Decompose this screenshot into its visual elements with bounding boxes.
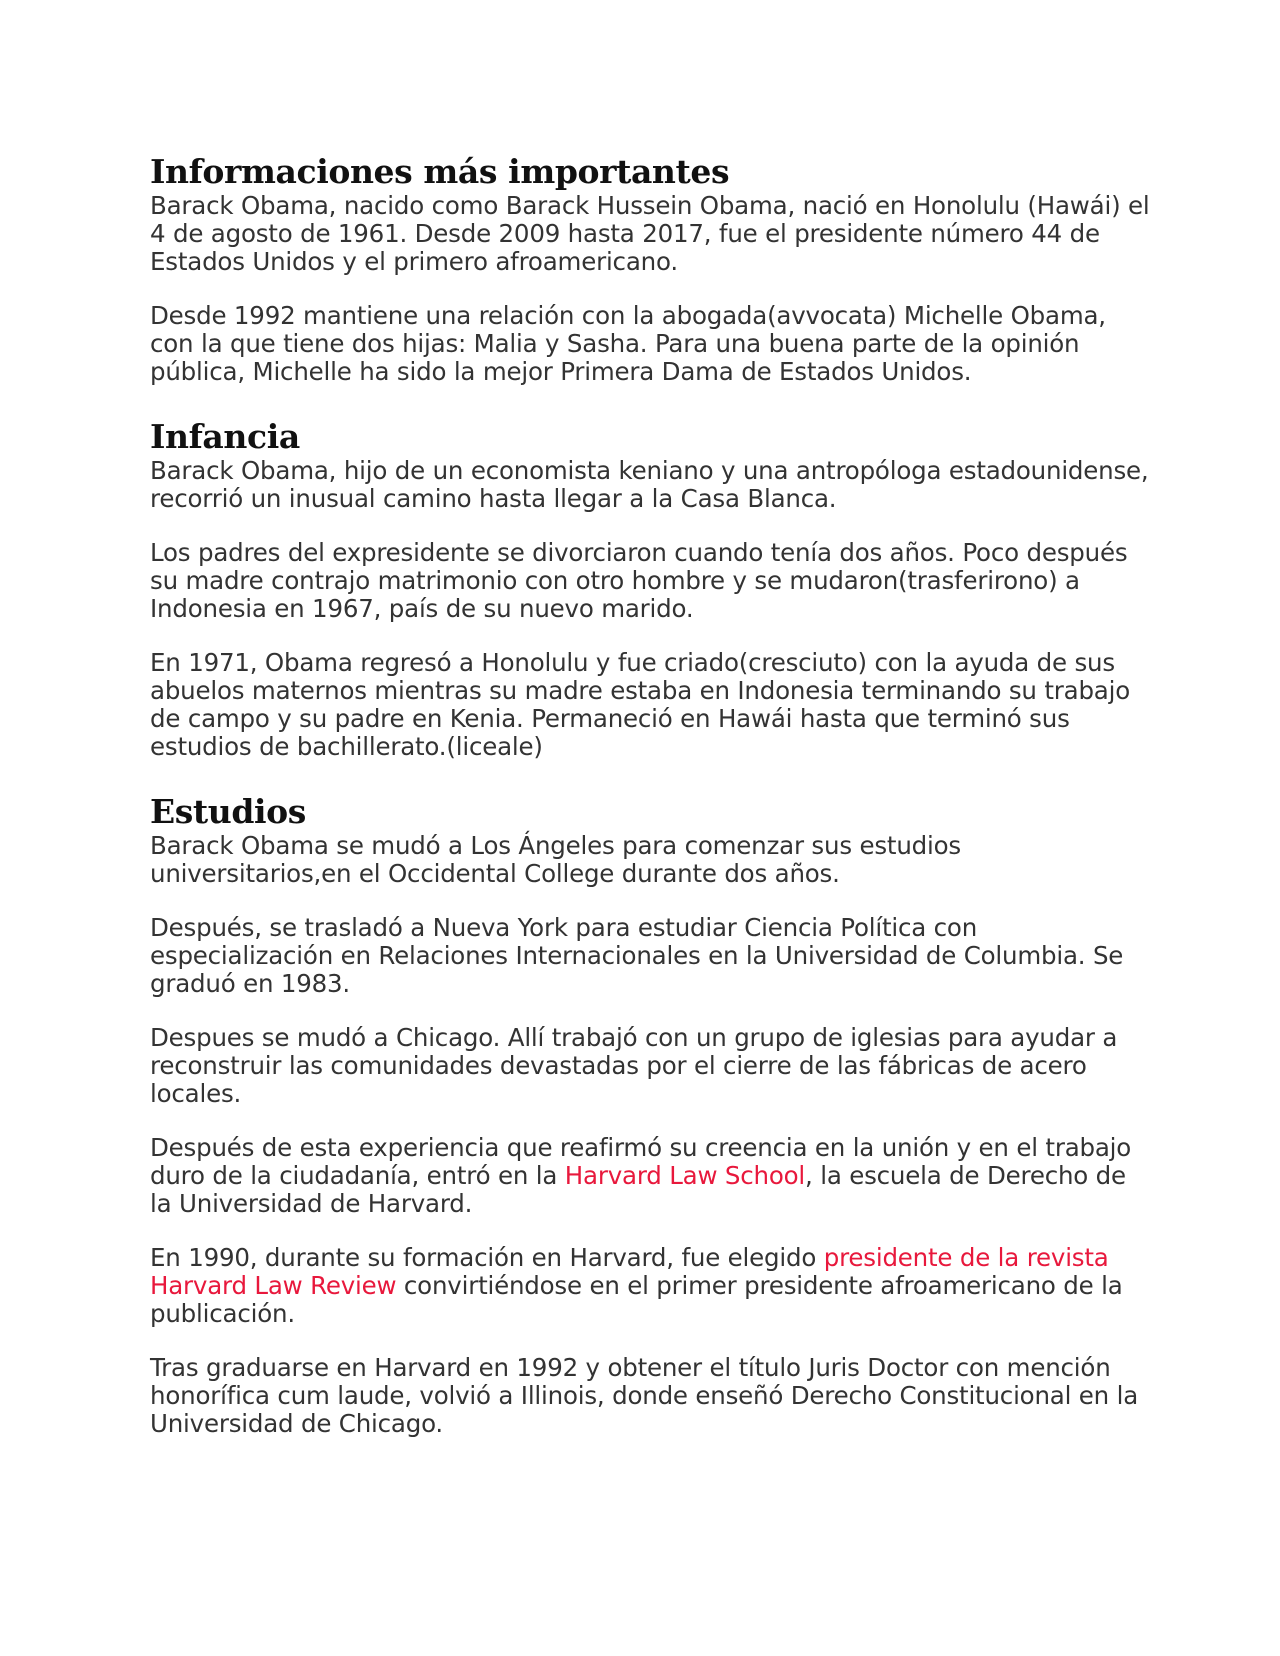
paragraph: Despues se mudó a Chicago. Allí trabajó con un grupo de iglesias para ayudar a reconstruir las comunidades devastadas por el cierre de las fábricas de acero locales.: [150, 1023, 1118, 1108]
harvard-law-school-link[interactable]: Harvard Law School: [564, 1161, 806, 1190]
text-span: En 1990, durante su formación en Harvard, fue elegido: [150, 1243, 824, 1272]
paragraph: En 1971, Obama regresó a Honolulu y fue criado(cresciuto) con la ayuda de sus abuelos maternos mientras su madre estaba en Indonesia terminando su trabajo de campo y su padre en Kenia. Permaneció en Hawái hasta que terminó sus estudios de bachillerato.(liceale): [150, 648, 1131, 761]
paragraph: Desde 1992 mantiene una relación con la abogada(avvocata) Michelle Obama, con la que tiene dos hijas: Malia y Sasha. Para una buena parte de la opinión pública, Michelle ha sido la mejor Primera Dama de Estados Unidos.: [150, 301, 1106, 386]
paragraph: Los padres del expresidente se divorciaron cuando tenía dos años. Poco después su madre contrajo matrimonio con otro hombre y se mudaron(trasferirono) a Indonesia en 1967, país de su nuevo marido.: [150, 538, 1128, 623]
section-informaciones: [150, 152, 1150, 386]
section-infancia: [150, 417, 1150, 761]
section-estudios: [150, 792, 1150, 1438]
paragraph: Tras graduarse en Harvard en 1992 y obtener el título Juris Doctor con mención honorífica cum laude, volvió a Illinois, donde enseñó Derecho Constitucional en la Universidad de Chicago.: [150, 1353, 1139, 1438]
text-span: Después de esta experiencia que reafirmó su creencia en la unión y en el trabajo duro de la ciudadanía, entró en la: [150, 1133, 1132, 1190]
paragraph: Barack Obama se mudó a Los Ángeles para comenzar sus estudios universitarios,en el Occidental College durante dos años.: [150, 831, 961, 888]
paragraph-harvard: [150, 1134, 1150, 1218]
harvard-law-review-link[interactable]: presidente de la revista Harvard Law Review: [150, 1243, 1109, 1300]
text-span: convirtiéndose en el primer presidente afroamericano de la publicación.: [150, 1271, 1123, 1328]
paragraph: Barack Obama, nacido como Barack Hussein Obama, nació en Honolulu (Hawái) el 4 de agosto de 1961. Desde 2009 hasta 2017, fue el presidente número 44 de Estados Unidos y el primero afroamericano.: [150, 191, 1150, 276]
section-heading: Infancia: [150, 417, 300, 456]
section-heading: Estudios: [150, 792, 306, 831]
document-page: [150, 152, 1150, 1438]
paragraph: Barack Obama, hijo de un economista keniano y una antropóloga estadounidense, recorrió un inusual camino hasta llegar a la Casa Blanca.: [150, 456, 1149, 513]
text-span: , la escuela de Derecho de la Universidad de Harvard.: [150, 1161, 1126, 1218]
paragraph-law-review: [150, 1244, 1150, 1328]
paragraph: Después, se trasladó a Nueva York para estudiar Ciencia Política con especialización en Relaciones Internacionales en la Universidad de Columbia. Se graduó en 1983.: [150, 913, 1124, 998]
section-heading: Informaciones más importantes: [150, 152, 730, 191]
